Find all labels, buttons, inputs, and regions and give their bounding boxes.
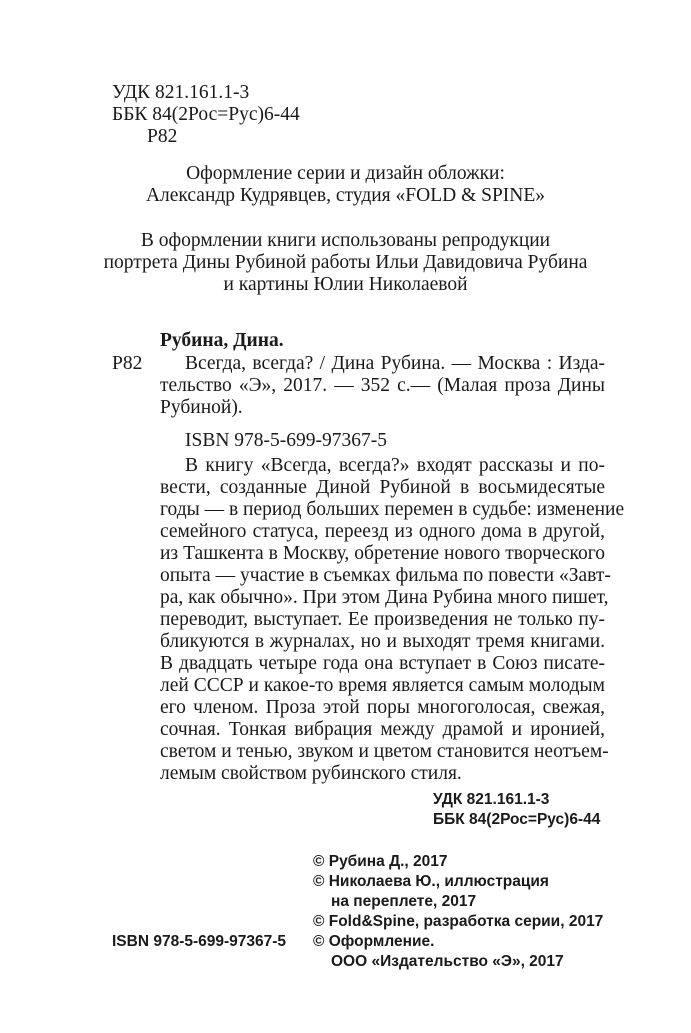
- annotation-line: годы — в период больших перемен в судьбе: изменение: [160, 499, 625, 520]
- annotation-line: семейного статуса, переезд из одного дома в другой,: [160, 521, 605, 542]
- annotation-line: лей СССР и какое-то время является самым молодым: [160, 675, 605, 696]
- copyright-line-6: ООО «Издательство «Э», 2017: [331, 953, 564, 970]
- design-credit-line-1: Оформление серии и дизайн обложки:: [186, 163, 505, 184]
- catalog-udk: УДК 821.161.1-3: [433, 791, 550, 808]
- annotation-line: вести, созданные Диной Рубиной в восьмидесятые: [160, 477, 605, 498]
- catalog-entry-line-2: тельство «Э», 2017. — 352 с.— (Малая проза Дины: [160, 375, 605, 396]
- reproduction-credit-line-2: портрета Дины Рубиной работы Ильи Давидовича Рубина: [103, 252, 588, 273]
- annotation-line: опыта — участие в съемках фильма по повести «Завт-: [160, 565, 611, 586]
- footer-isbn: ISBN 978-5-699-97367-5: [112, 933, 287, 950]
- catalog-entry-line-3: Рубиной).: [160, 397, 243, 418]
- catalog-author: Рубина, Дина.: [160, 330, 284, 351]
- copyright-line-4: © Fold&Spine, разработка серии, 2017: [313, 913, 604, 930]
- header-bbk: ББК 84(2Рос=Рус)6-44: [112, 104, 300, 125]
- copyright-line-3: на переплете, 2017: [331, 893, 477, 910]
- catalog-entry-line-1: Всегда, всегда? / Дина Рубина. — Москва : Изда-: [185, 353, 605, 374]
- design-credit-line-2: Александр Кудрявцев, студия «FOLD & SPINE»: [145, 185, 546, 206]
- annotation-line: его членом. Проза этой поры многоголосая, свежая,: [160, 697, 605, 718]
- copyright-line-5: © Оформление.: [313, 933, 435, 950]
- annotation-line: бликуются в журналах, но и выходят тремя книгами.: [160, 631, 605, 652]
- reproduction-credit-line-3: и картины Юлии Николаевой: [223, 274, 468, 295]
- header-udk: УДК 821.161.1-3: [112, 82, 250, 103]
- annotation-line: В книгу «Всегда, всегда?» входят рассказы и по-: [185, 455, 605, 476]
- annotation-line: сочная. Тонкая вибрация между драмой и иронией,: [160, 719, 605, 740]
- annotation-line: ра, как обычно». При этом Дина Рубина много пишет,: [160, 587, 609, 608]
- annotation-line: светом и тенью, звуком и цветом становится неотъем-: [160, 741, 609, 762]
- catalog-bbk: ББК 84(2Рос=Рус)6-44: [433, 811, 601, 828]
- annotation-line: лемым свойством рубинского стиля.: [160, 763, 462, 784]
- annotation-line: переводит, выступает. Ее произведения не только пу-: [160, 609, 605, 630]
- annotation-line: В двадцать четыре года она вступает в Союз писате-: [160, 653, 605, 674]
- catalog-isbn: ISBN 978-5-699-97367-5: [185, 430, 388, 451]
- copyright-line-1: © Рубина Д., 2017: [313, 853, 448, 870]
- reproduction-credit-line-1: В оформлении книги использованы репродукции: [140, 230, 551, 251]
- annotation-line: из Ташкента в Москву, обретение нового творческого: [160, 543, 605, 564]
- copyright-line-2: © Николаева Ю., иллюстрация: [313, 873, 549, 890]
- catalog-code: Р82: [112, 353, 143, 374]
- header-code: Р82: [147, 126, 178, 147]
